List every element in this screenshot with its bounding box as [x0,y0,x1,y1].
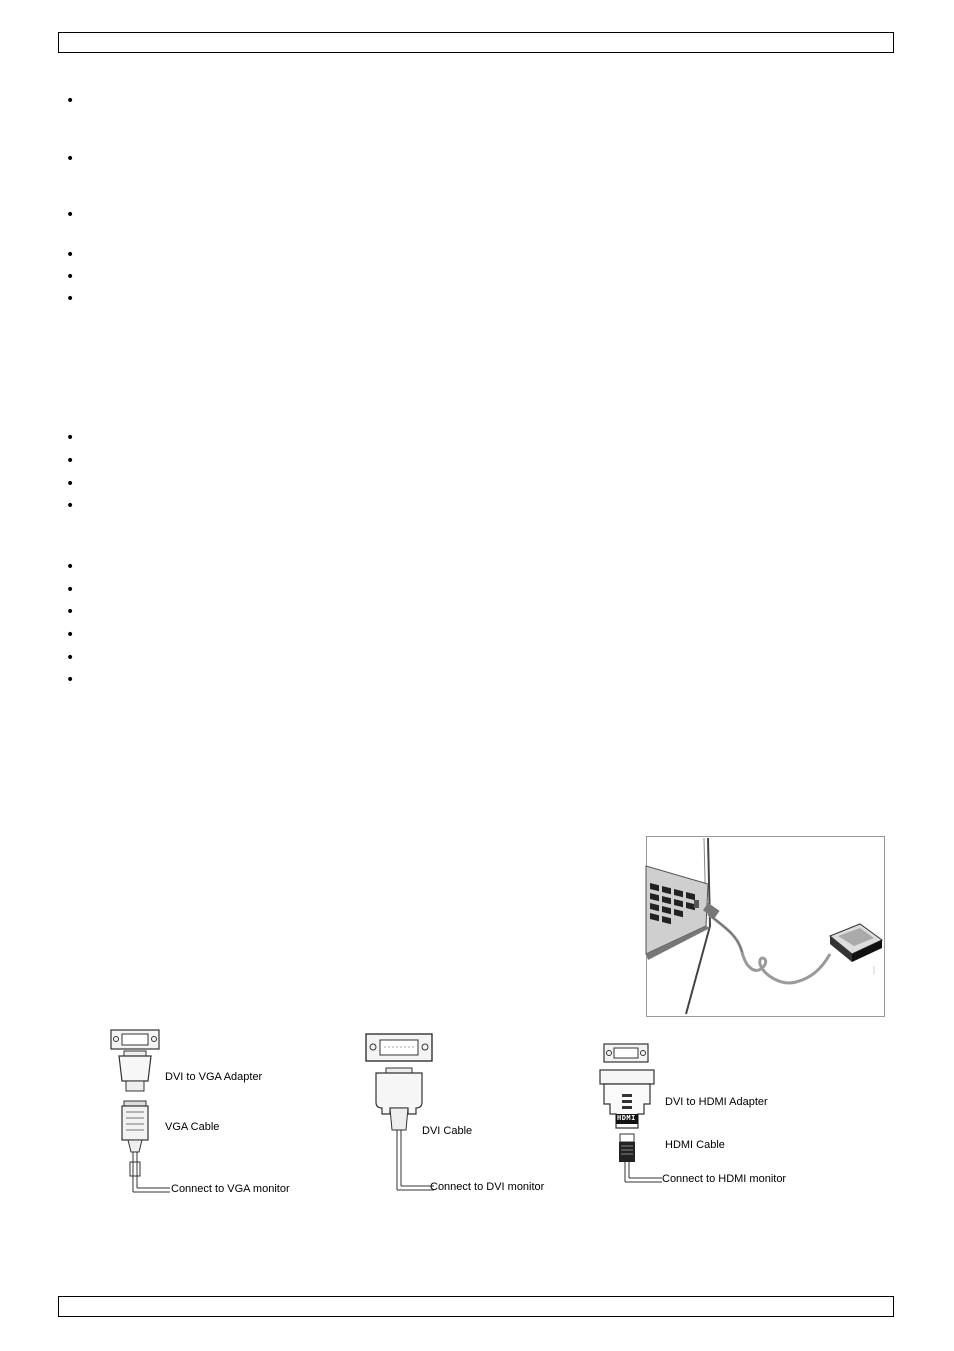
connect-hdmi-monitor-label: Connect to HDMI monitor [662,1173,787,1185]
dvi-cable-diagram [364,1032,434,1192]
bullet-marker: • [66,672,75,688]
laptop-connection-illustration [646,836,885,1017]
bullet-marker: • [66,604,75,620]
bullet-marker: • [66,291,75,307]
connect-vga-monitor-label: Connect to VGA monitor [171,1183,290,1195]
dvi-cable-label: DVI Cable [422,1125,473,1137]
vga-cable-label: VGA Cable [165,1121,220,1133]
bullet-marker: • [66,269,75,285]
bullet-marker: • [66,151,75,167]
connect-dvi-monitor-label: Connect to DVI monitor [430,1181,545,1193]
bullet-marker: • [66,453,75,469]
bullet-marker: • [66,430,75,446]
bullet-marker: • [66,582,75,598]
bullet-marker: • [66,650,75,666]
bullet-marker: • [66,247,75,263]
dvi-to-vga-adapter-label: DVI to VGA Adapter [165,1071,263,1083]
bullet-marker: • [66,559,75,575]
bullet-marker: • [66,476,75,492]
bullet-marker: • [66,93,75,109]
bullet-marker: • [66,207,75,223]
page-header-box [58,32,894,53]
dvi-to-hdmi-diagram [598,1042,662,1184]
page-footer-box [58,1296,894,1317]
dvi-to-vga-diagram [108,1026,170,1196]
bullet-marker: • [66,498,75,514]
hdmi-cable-label: HDMI Cable [665,1139,725,1151]
hdmi-logo: HDMI [617,1114,636,1122]
dvi-to-hdmi-adapter-label: DVI to HDMI Adapter [665,1096,768,1108]
bullet-marker: • [66,627,75,643]
